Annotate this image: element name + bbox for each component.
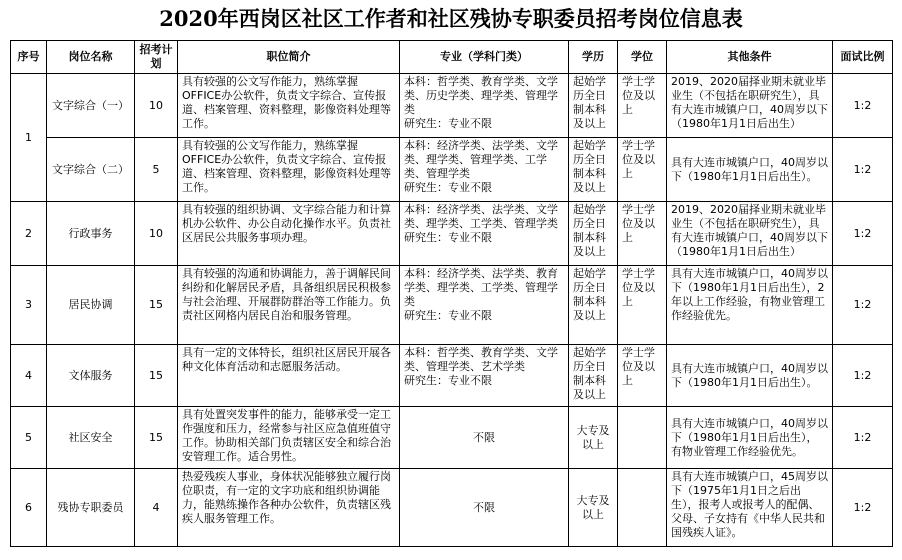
cell-other: 具有大连市城镇户口，40周岁以下（1980年1月1日后出生），2年以上工作经验，有物业管理工作经验优先。 <box>667 266 833 345</box>
cell-position: 社区安全 <box>47 407 135 469</box>
cell-intro: 具有一定的文体特长，组织社区居民开展各种文化体育活动和志愿服务活动。 <box>178 345 400 407</box>
header-ratio: 面试比例 <box>833 41 893 74</box>
cell-quota: 15 <box>135 407 178 469</box>
header-intro: 职位简介 <box>178 41 400 74</box>
cell-major: 本科：经济学类、法学类、文学类、理学类、工学类、管理学类 研究生：专业不限 <box>400 202 569 266</box>
cell-seq: 4 <box>11 345 47 407</box>
cell-quota: 15 <box>135 345 178 407</box>
cell-major: 本科：经济学类、法学类、教育学类、理学类、工学类、管理学类 研究生：专业不限 <box>400 266 569 345</box>
header-major: 专业（学科门类） <box>400 41 569 74</box>
cell-intro: 具有较强的组织协调、文字综合能力和计算机办公软件、办公自动化操作水平。负责社区居民公共服务事项办理。 <box>178 202 400 266</box>
cell-ratio: 1:2 <box>833 138 893 202</box>
cell-position: 文字综合（一） <box>47 74 135 138</box>
table-row <box>11 202 893 266</box>
cell-degree: 学士学位及以上 <box>618 345 667 407</box>
table-row <box>11 469 893 547</box>
cell-position: 居民协调 <box>47 266 135 345</box>
cell-ratio: 1:2 <box>833 266 893 345</box>
cell-major: 本科：哲学类、教育学类、文学类、历史学类、理学类、管理学类 研究生：专业不限 <box>400 74 569 138</box>
cell-ratio: 1:2 <box>833 469 893 547</box>
document-title: 2020年西岗区社区工作者和社区残协专职委员招考岗位信息表 <box>159 6 743 31</box>
cell-education: 起始学历全日制本科及以上 <box>569 138 618 202</box>
table-row <box>11 266 893 345</box>
cell-position: 残协专职委员 <box>47 469 135 547</box>
cell-intro: 具有处置突发事件的能力，能够承受一定工作强度和压力，经常参与社区应急值班值守工作。协助相关部门负责辖区安全和综合治安管理工作。适合男性。 <box>178 407 400 469</box>
cell-major: 本科：哲学类、教育学类、文学类、管理学类、艺术学类 研究生：专业不限 <box>400 345 569 407</box>
cell-other: 2019、2020届择业期未就业毕业生（不包括在职研究生），具有大连市城镇户口，40周岁以下（1980年1月1日后出生） <box>667 74 833 138</box>
cell-seq: 6 <box>11 469 47 547</box>
cell-intro: 具有较强的沟通和协调能力，善于调解民间纠纷和化解居民矛盾，具备组织居民积极参与社会治理、开展群防群治等工作能力。负责社区网格内居民自治和服务管理。 <box>178 266 400 345</box>
cell-degree: 学士学位及以上 <box>618 74 667 138</box>
header-position: 岗位名称 <box>47 41 135 74</box>
cell-quota: 10 <box>135 74 178 138</box>
cell-intro: 具有较强的公文写作能力，熟练掌握OFFICE办公软件，负责文字综合、宣传报道、档案管理、资料整理，影像资料处理等工作。 <box>178 138 400 202</box>
cell-education: 起始学历全日制本科及以上 <box>569 266 618 345</box>
cell-degree <box>618 469 667 547</box>
position-table <box>10 40 893 547</box>
cell-education: 起始学历全日制本科及以上 <box>569 202 618 266</box>
cell-ratio: 1:2 <box>833 407 893 469</box>
cell-quota: 15 <box>135 266 178 345</box>
cell-seq: 2 <box>11 202 47 266</box>
cell-education: 大专及以上 <box>569 469 618 547</box>
cell-position: 文体服务 <box>47 345 135 407</box>
cell-seq: 3 <box>11 266 47 345</box>
cell-other: 具有大连市城镇户口，40周岁以下（1980年1月1日后出生）。 <box>667 138 833 202</box>
header-degree: 学位 <box>618 41 667 74</box>
cell-ratio: 1:2 <box>833 74 893 138</box>
cell-seq: 1 <box>11 74 47 202</box>
cell-quota: 4 <box>135 469 178 547</box>
table-row <box>11 407 893 469</box>
header-other: 其他条件 <box>667 41 833 74</box>
cell-degree: 学士学位及以上 <box>618 266 667 345</box>
cell-other: 具有大连市城镇户口，45周岁以下（1975年1月1日之后出生），报考人或报考人的配偶、父母、子女持有《中华人民共和国残疾人证》。 <box>667 469 833 547</box>
cell-ratio: 1:2 <box>833 345 893 407</box>
cell-position: 文字综合（二） <box>47 138 135 202</box>
cell-major: 本科：经济学类、法学类、文学类、理学类、管理学类、工学类、管理学类 研究生：专业不限 <box>400 138 569 202</box>
header-seq: 序号 <box>11 41 47 74</box>
cell-quota: 5 <box>135 138 178 202</box>
table-row <box>11 138 893 202</box>
cell-degree: 学士学位及以上 <box>618 138 667 202</box>
cell-other: 2019、2020届择业期未就业毕业生（不包括在职研究生），具有大连市城镇户口，40周岁以下（1980年1月1日后出生） <box>667 202 833 266</box>
table-row <box>11 74 893 138</box>
cell-position: 行政事务 <box>47 202 135 266</box>
header-education: 学历 <box>569 41 618 74</box>
header-row <box>11 41 893 74</box>
cell-ratio: 1:2 <box>833 202 893 266</box>
table-row <box>11 345 893 407</box>
cell-major: 不限 <box>400 407 569 469</box>
cell-education: 大专及以上 <box>569 407 618 469</box>
header-quota: 招考计划 <box>135 41 178 74</box>
cell-seq: 5 <box>11 407 47 469</box>
cell-education: 起始学历全日制本科及以上 <box>569 345 618 407</box>
cell-major: 不限 <box>400 469 569 547</box>
cell-intro: 具有较强的公文写作能力，熟练掌握OFFICE办公软件，负责文字综合、宣传报道、档案管理、资料整理，影像资料处理等工作。 <box>178 74 400 138</box>
cell-intro: 热爱残疾人事业，身体状况能够独立履行岗位职责，有一定的文字功底和组织协调能力，能熟练操作各种办公软件，负责辖区残疾人服务管理工作。 <box>178 469 400 547</box>
cell-degree: 学士学位及以上 <box>618 202 667 266</box>
cell-other: 具有大连市城镇户口，40周岁以下（1980年1月1日后出生）。 <box>667 345 833 407</box>
cell-education: 起始学历全日制本科及以上 <box>569 74 618 138</box>
cell-other: 具有大连市城镇户口，40周岁以下（1980年1月1日后出生），有物业管理工作经验优先。 <box>667 407 833 469</box>
cell-degree <box>618 407 667 469</box>
cell-quota: 10 <box>135 202 178 266</box>
